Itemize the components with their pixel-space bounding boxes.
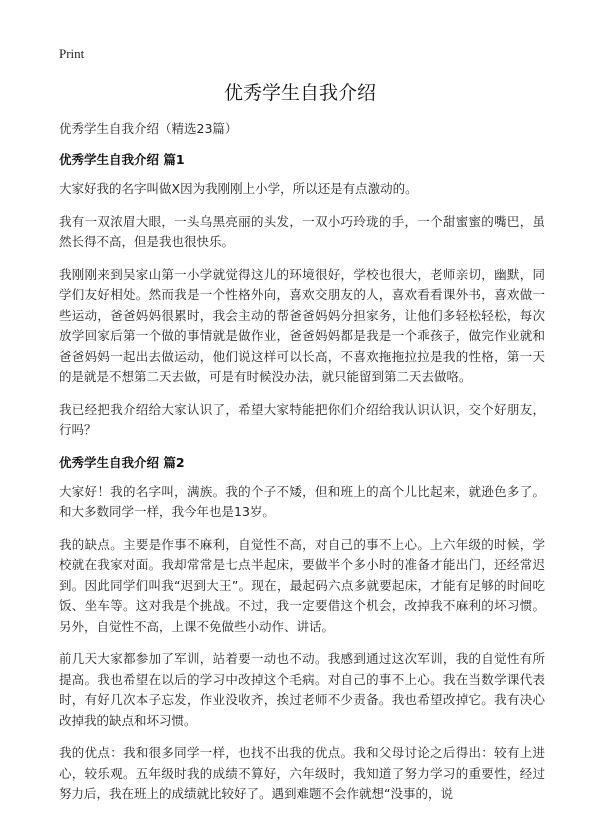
paragraph: 我的缺点。主要是作事不麻利，自觉性不高，对自己的事不上心。上六年级的时候，学校就在我家对面。我却常常是七点半起床，要做半个多小时的准备才能出门，还经常迟到。因此同学们叫我“迟到大王”。现在，最起码六点多就要起床，才能有足够的时间吃饭、坐车等。这对我是个挑战。不过，我一定要借这个机会，改掉我不麻利的坏习惯。另外，自觉性不高，上课不免做些小动作、讲话。 bbox=[59, 536, 545, 634]
paragraph: 前几天大家都参加了军训，站着要一动也不动。我感到通过这次军训，我的自觉性有所提高。我也希望在以后的学习中改掉这个毛病。对自己的事不上心。我在当数学课代表时，有好几次本子忘发，作业没收齐，挨过老师不少责备。我也希望改掉它。我有决心改掉我的缺点和坏习惯。 bbox=[59, 651, 545, 728]
print-link[interactable]: Print bbox=[59, 46, 85, 61]
section-heading: 优秀学生自我介绍 篇1 bbox=[59, 152, 185, 167]
paragraph: 我刚刚来到吴家山第一小学就觉得这儿的环境很好，学校也很大，老师亲切，幽默，同学们友好相处。然而我是一个性格外向，喜欢交朋友的人，喜欢看看课外书，喜欢做一些运动，爸爸妈妈很累时，我会主动的帮爸爸妈妈分担家务，让他们多轻松轻松，每次放学回家后第一个做的事情就是做作业，爸爸妈妈都是我是一个乖孩子，做完作业就和爸爸妈妈一起出去做运动，他们说这样可以长高，不喜欢拖拖拉拉是我的性格，第一天的是就是不想第二天去做，可是有时候没办法，就只能留到第二天去做咯。 bbox=[59, 266, 545, 384]
paragraph: 我已经把我介绍给大家认识了，希望大家特能把你们介绍给我认识认识，交个好朋友，行吗？ bbox=[59, 401, 545, 437]
section-heading: 优秀学生自我介绍 篇2 bbox=[59, 454, 185, 470]
paragraph: 我的优点：我和很多同学一样，也找不出我的优点。我和父母讨论之后得出：较有上进心，较乐观。五年级时我的成绩不算好，六年级时，我知道了努力学习的重要性，经过努力后，我在班上的成绩就比较好了。遇到难题不会作就想“没事的，说 bbox=[59, 745, 545, 801]
section-1 bbox=[59, 150, 545, 441]
paragraph: 大家好我的名字叫做X因为我刚刚上小学，所以还是有点激动的。 bbox=[59, 181, 418, 196]
paragraph: 大家好！我的名字叫，满族。我的个子不矮，但和班上的高个儿比起来，就逊色多了。和大多数同学一样，我今年也是13岁。 bbox=[59, 483, 545, 519]
paragraph: 我有一双浓眉大眼，一头乌黑亮丽的头发，一双小巧玲珑的手，一个甜蜜蜜的嘴巴，虽然长得不高，但是我也很快乐。 bbox=[59, 213, 545, 249]
page-title: 优秀学生自我介绍 bbox=[223, 82, 376, 104]
page-subtitle: 优秀学生自我介绍（精选23篇） bbox=[59, 121, 238, 136]
article-body bbox=[59, 150, 545, 817]
section-2 bbox=[59, 453, 545, 805]
